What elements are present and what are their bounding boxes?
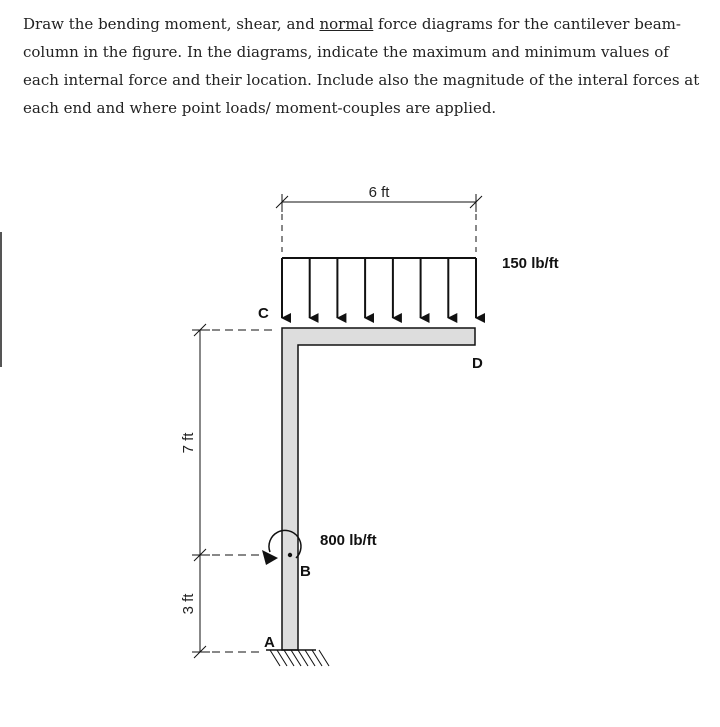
point-b-label: B [300, 563, 311, 580]
span-dimension [276, 194, 482, 252]
beam-column-member [282, 328, 475, 650]
distributed-load-label: 150 lb/ft [502, 255, 559, 272]
point-a-label: A [264, 634, 275, 651]
fixed-support [266, 650, 329, 666]
question-text-end: force diagrams for the cantilever beam-column in the figure. In the diagrams, indicate the maximum and minimum values of each internal force and their location. Include also the magnitude of the interal forces at each end and where point loads/ moment-couples are applied. [23, 15, 700, 117]
dim-lower-label: 3 ft [180, 593, 197, 615]
dim-upper-label: 7 ft [180, 432, 197, 454]
height-dimension [192, 324, 276, 658]
point-d-label: D [472, 355, 483, 372]
distributed-load [282, 258, 476, 318]
point-c-label: C [258, 305, 269, 322]
span-label: 6 ft [368, 184, 390, 201]
moment-label: 800 lb/ft [320, 532, 377, 549]
underlined-word: normal [319, 15, 374, 33]
question-text-start: Draw the bending moment, shear, and [23, 15, 320, 33]
